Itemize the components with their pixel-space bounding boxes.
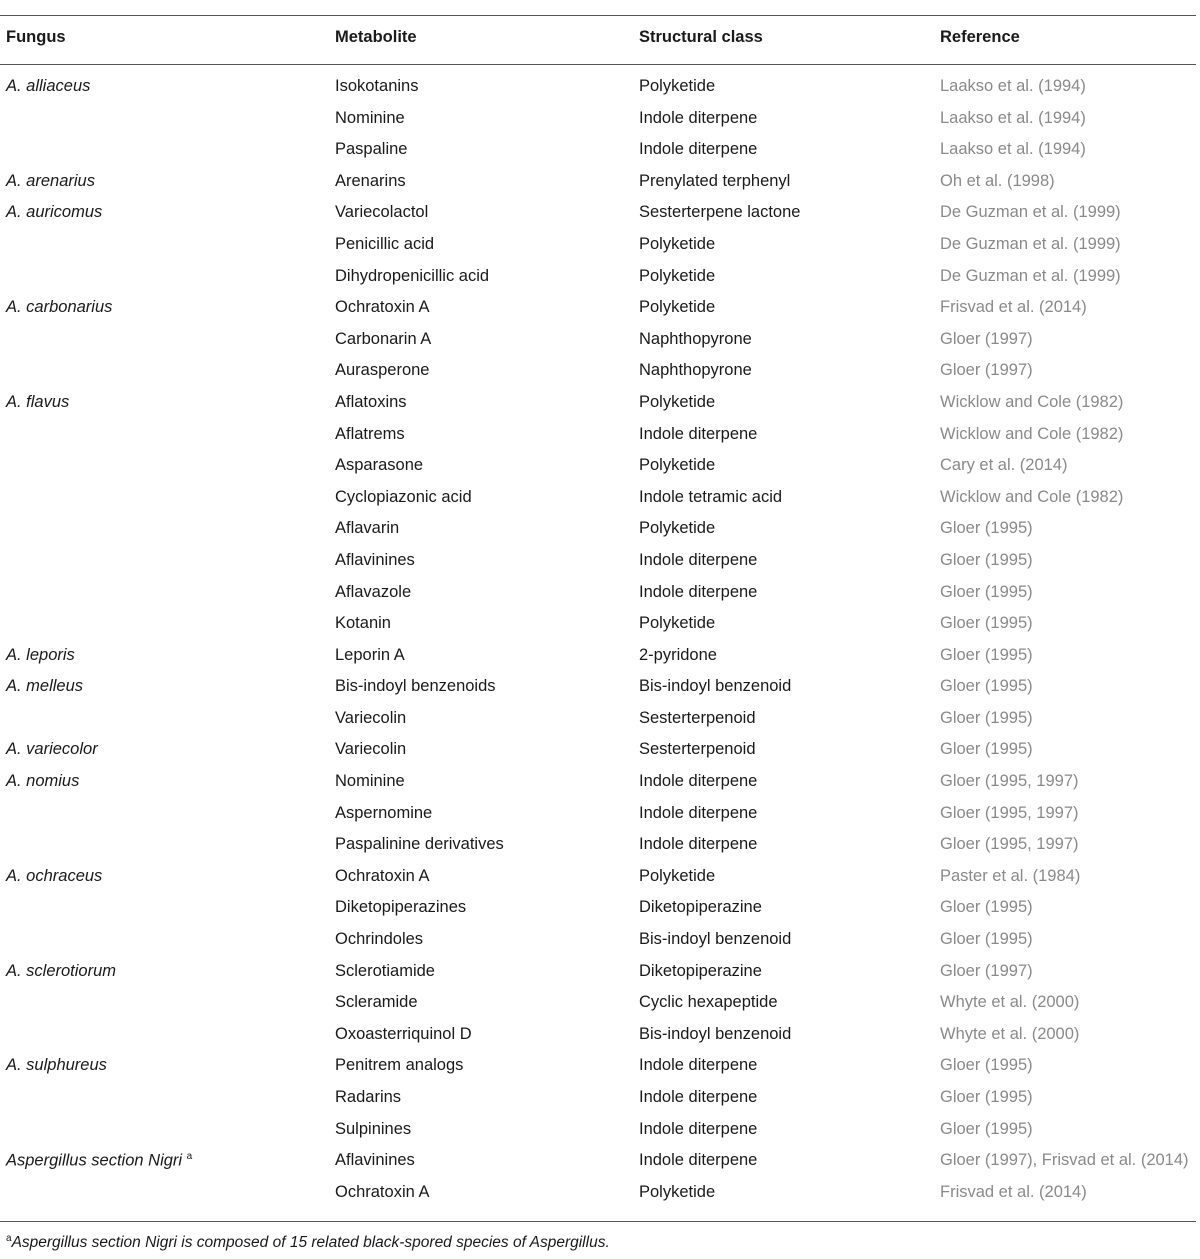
cell-structural-class: Bis-indoyl benzenoid [639,1024,792,1043]
cell-metabolite: Variecolin [335,740,407,759]
cell-reference: Gloer (1995) [940,740,1033,759]
header-reference: Reference [940,28,1020,46]
cell-reference: Gloer (1997) [940,961,1033,980]
cell-structural-class: Diketopiperazine [639,898,762,917]
table-row [0,326,1196,358]
cell-reference: Gloer (1995) [940,1056,1033,1075]
cell-reference: Paster et al. (1984) [940,866,1081,885]
table-row [0,800,1196,832]
cell-fungus-text: A. flavus [6,392,70,411]
table-row [0,1147,1196,1179]
header-metabolite: Metabolite [335,28,417,46]
cell-structural-class: Polyketide [639,519,716,538]
cell-reference: Gloer (1995) [940,1088,1033,1106]
cell-metabolite: Nominine [335,108,405,127]
table-bottom-rule [0,1221,1196,1222]
cell-structural-class: Indole diterpene [639,424,758,443]
cell-reference: De Guzman et al. (1999) [940,266,1121,285]
cell-reference: Gloer (1995, 1997) [940,835,1079,854]
table-row [0,73,1196,105]
cell-structural-class: Polyketide [639,77,716,95]
cell-reference: Cary et al. (2014) [940,456,1068,475]
table-row [0,863,1196,895]
table-row [0,831,1196,863]
cell-metabolite: Variecolin [335,708,407,727]
table-row [0,421,1196,453]
cell-metabolite: Nominine [335,772,405,791]
cell-fungus-text: A. carbonarius [6,298,113,317]
cell-metabolite: Aflatoxins [335,392,407,411]
table-row [0,168,1196,200]
table-row [0,989,1196,1021]
cell-fungus [6,393,69,412]
cell-reference: De Guzman et al. (1999) [940,203,1121,222]
table-row [0,294,1196,326]
cell-structural-class: Indole diterpene [639,1056,758,1075]
cell-reference: Gloer (1997) [940,329,1033,348]
cell-reference: Gloer (1995) [940,550,1033,569]
table-row [0,768,1196,800]
table-header [0,28,1196,52]
cell-fungus [6,203,102,222]
cell-reference: Frisvad et al. (2014) [940,298,1087,317]
table-row [0,958,1196,990]
table-row [0,610,1196,642]
cell-reference: Gloer (1995) [940,898,1033,917]
cell-fungus [6,646,75,665]
table-row [0,515,1196,547]
cell-reference: Wicklow and Cole (1982) [940,392,1124,411]
cell-metabolite: Aflavinines [335,1151,415,1170]
cell-metabolite: Aflavarin [335,519,400,538]
cell-structural-class: Indole diterpene [639,1088,758,1106]
cell-reference: Gloer (1995) [940,645,1033,664]
table-row [0,357,1196,389]
cell-reference: Laakso et al. (1994) [940,140,1086,159]
cell-reference: Gloer (1995, 1997) [940,772,1079,791]
header-fungus: Fungus [6,28,66,46]
cell-metabolite: Asparasone [335,456,424,475]
cell-metabolite: Ochrindoles [335,930,424,949]
cell-reference: Laakso et al. (1994) [940,77,1086,95]
cell-fungus-text: A. ochraceus [6,866,103,885]
table-row [0,1179,1196,1211]
table-row [0,579,1196,611]
cell-reference: De Guzman et al. (1999) [940,234,1121,253]
cell-fungus [6,1056,107,1075]
cell-structural-class: Polyketide [639,866,716,885]
footnote-text: Aspergillus section Nigri is composed of 15 related black-spored species of Aspergillus. [11,1234,610,1252]
cell-structural-class: Indole diterpene [639,772,758,791]
table-row [0,1052,1196,1084]
cell-reference: Gloer (1995) [940,708,1033,727]
cell-fungus [6,740,98,759]
table-footnote [6,1233,610,1252]
cell-fungus [6,772,79,791]
cell-structural-class: Sesterterpene lactone [639,203,801,222]
header-structural-class: Structural class [639,28,763,46]
footnote-marker: a [6,1233,12,1244]
cell-metabolite: Carbonarin A [335,329,432,348]
table-row [0,1084,1196,1116]
table-row [0,263,1196,295]
cell-metabolite: Penitrem analogs [335,1056,464,1075]
cell-metabolite: Dihydropenicillic acid [335,266,490,285]
cell-structural-class: Bis-indoyl benzenoid [639,930,792,949]
cell-fungus-text: A. leporis [6,645,75,664]
cell-fungus-text: A. auricomus [6,203,103,222]
cell-fungus-text: A. sclerotiorum [6,961,117,980]
table-header-rule [0,64,1196,65]
cell-structural-class: Bis-indoyl benzenoid [639,677,792,696]
cell-structural-class: Indole diterpene [639,803,758,822]
cell-metabolite: Ochratoxin A [335,298,430,317]
cell-structural-class: Indole diterpene [639,835,758,854]
table-row [0,231,1196,263]
cell-structural-class: Prenylated terphenyl [639,171,791,190]
table-row [0,389,1196,421]
cell-reference: Gloer (1997) [940,361,1033,380]
cell-fungus [6,172,95,191]
cell-metabolite: Variecolactol [335,203,429,222]
cell-structural-class: Indole diterpene [639,140,758,159]
cell-fungus-text: A. sulphureus [6,1056,107,1075]
cell-structural-class: 2-pyridone [639,645,717,664]
cell-reference: Whyte et al. (2000) [940,993,1080,1012]
cell-reference: Gloer (1995) [940,614,1033,633]
cell-structural-class: Sesterterpenoid [639,740,756,759]
cell-reference: Frisvad et al. (2014) [940,1182,1087,1201]
table-row [0,736,1196,768]
cell-structural-class: Polyketide [639,266,716,285]
cell-fungus-text: A. nomius [6,772,80,791]
table-row [0,705,1196,737]
cell-structural-class: Naphthopyrone [639,329,752,348]
cell-fungus [6,867,102,886]
cell-metabolite: Cyclopiazonic acid [335,487,472,506]
cell-reference: Laakso et al. (1994) [940,108,1086,127]
table-row [0,894,1196,926]
footnote-ref: a [186,1151,193,1163]
table-top-rule [0,15,1196,16]
cell-fungus-text: A. melleus [6,677,84,696]
cell-metabolite: Ochratoxin A [335,866,430,885]
cell-metabolite: Isokotanins [335,77,419,95]
cell-structural-class: Indole diterpene [639,1151,758,1170]
cell-structural-class: Polyketide [639,1182,716,1201]
table-row [0,926,1196,958]
cell-reference: Whyte et al. (2000) [940,1024,1080,1043]
cell-fungus [6,77,90,96]
cell-structural-class: Polyketide [639,456,716,475]
cell-reference: Gloer (1995) [940,582,1033,601]
cell-structural-class: Cyclic hexapeptide [639,993,778,1012]
table-body [0,73,1196,1210]
table-row [0,547,1196,579]
cell-structural-class: Naphthopyrone [639,361,752,380]
cell-reference: Wicklow and Cole (1982) [940,487,1124,506]
cell-metabolite: Scleramide [335,993,418,1012]
cell-reference: Oh et al. (1998) [940,171,1055,190]
cell-metabolite: Aflavinines [335,550,415,569]
cell-reference: Gloer (1995) [940,519,1033,538]
table-row [0,199,1196,231]
cell-metabolite: Aflavazole [335,582,412,601]
cell-metabolite: Radarins [335,1088,402,1106]
cell-fungus-text: A. alliaceus [6,77,91,95]
cell-metabolite: Sulpinines [335,1119,412,1138]
cell-reference: Gloer (1995) [940,930,1033,949]
cell-reference: Gloer (1997), Frisvad et al. (2014) [940,1151,1189,1170]
cell-reference: Gloer (1995) [940,677,1033,696]
cell-metabolite: Paspalinine derivatives [335,835,504,854]
cell-structural-class: Polyketide [639,614,716,633]
cell-metabolite: Kotanin [335,614,391,633]
cell-fungus [6,962,116,981]
cell-structural-class: Polyketide [639,392,716,411]
cell-fungus [6,1151,192,1171]
cell-metabolite: Oxoasterriquinol D [335,1024,472,1043]
cell-structural-class: Sesterterpenoid [639,708,756,727]
cell-reference: Wicklow and Cole (1982) [940,424,1124,443]
table-row [0,1021,1196,1053]
cell-metabolite: Aflatrems [335,424,405,443]
cell-fungus [6,298,112,317]
cell-fungus [6,677,83,696]
cell-structural-class: Indole tetramic acid [639,487,783,506]
cell-fungus-text: A. variecolor [6,740,98,759]
table-row [0,673,1196,705]
cell-fungus-text: A. arenarius [6,171,95,190]
cell-structural-class: Indole diterpene [639,108,758,127]
table-row [0,484,1196,516]
cell-metabolite: Bis-indoyl benzenoids [335,677,496,696]
cell-metabolite: Diketopiperazines [335,898,467,917]
cell-metabolite: Paspaline [335,140,408,159]
cell-metabolite: Arenarins [335,171,406,190]
table-row [0,452,1196,484]
table-row [0,642,1196,674]
cell-metabolite: Ochratoxin A [335,1182,430,1201]
cell-metabolite: Aspernomine [335,803,433,822]
cell-metabolite: Aurasperone [335,361,430,380]
cell-structural-class: Polyketide [639,298,716,317]
cell-reference: Gloer (1995, 1997) [940,803,1079,822]
cell-structural-class: Indole diterpene [639,1119,758,1138]
table-row [0,1116,1196,1148]
cell-structural-class: Polyketide [639,234,716,253]
cell-structural-class: Indole diterpene [639,550,758,569]
table-row [0,136,1196,168]
cell-metabolite: Leporin A [335,645,405,664]
cell-fungus-text: Aspergillus section Nigri [6,1151,183,1170]
cell-metabolite: Penicillic acid [335,234,435,253]
table-row [0,105,1196,137]
cell-reference: Gloer (1995) [940,1119,1033,1138]
cell-structural-class: Diketopiperazine [639,961,762,980]
cell-metabolite: Sclerotiamide [335,961,435,980]
cell-structural-class: Indole diterpene [639,582,758,601]
